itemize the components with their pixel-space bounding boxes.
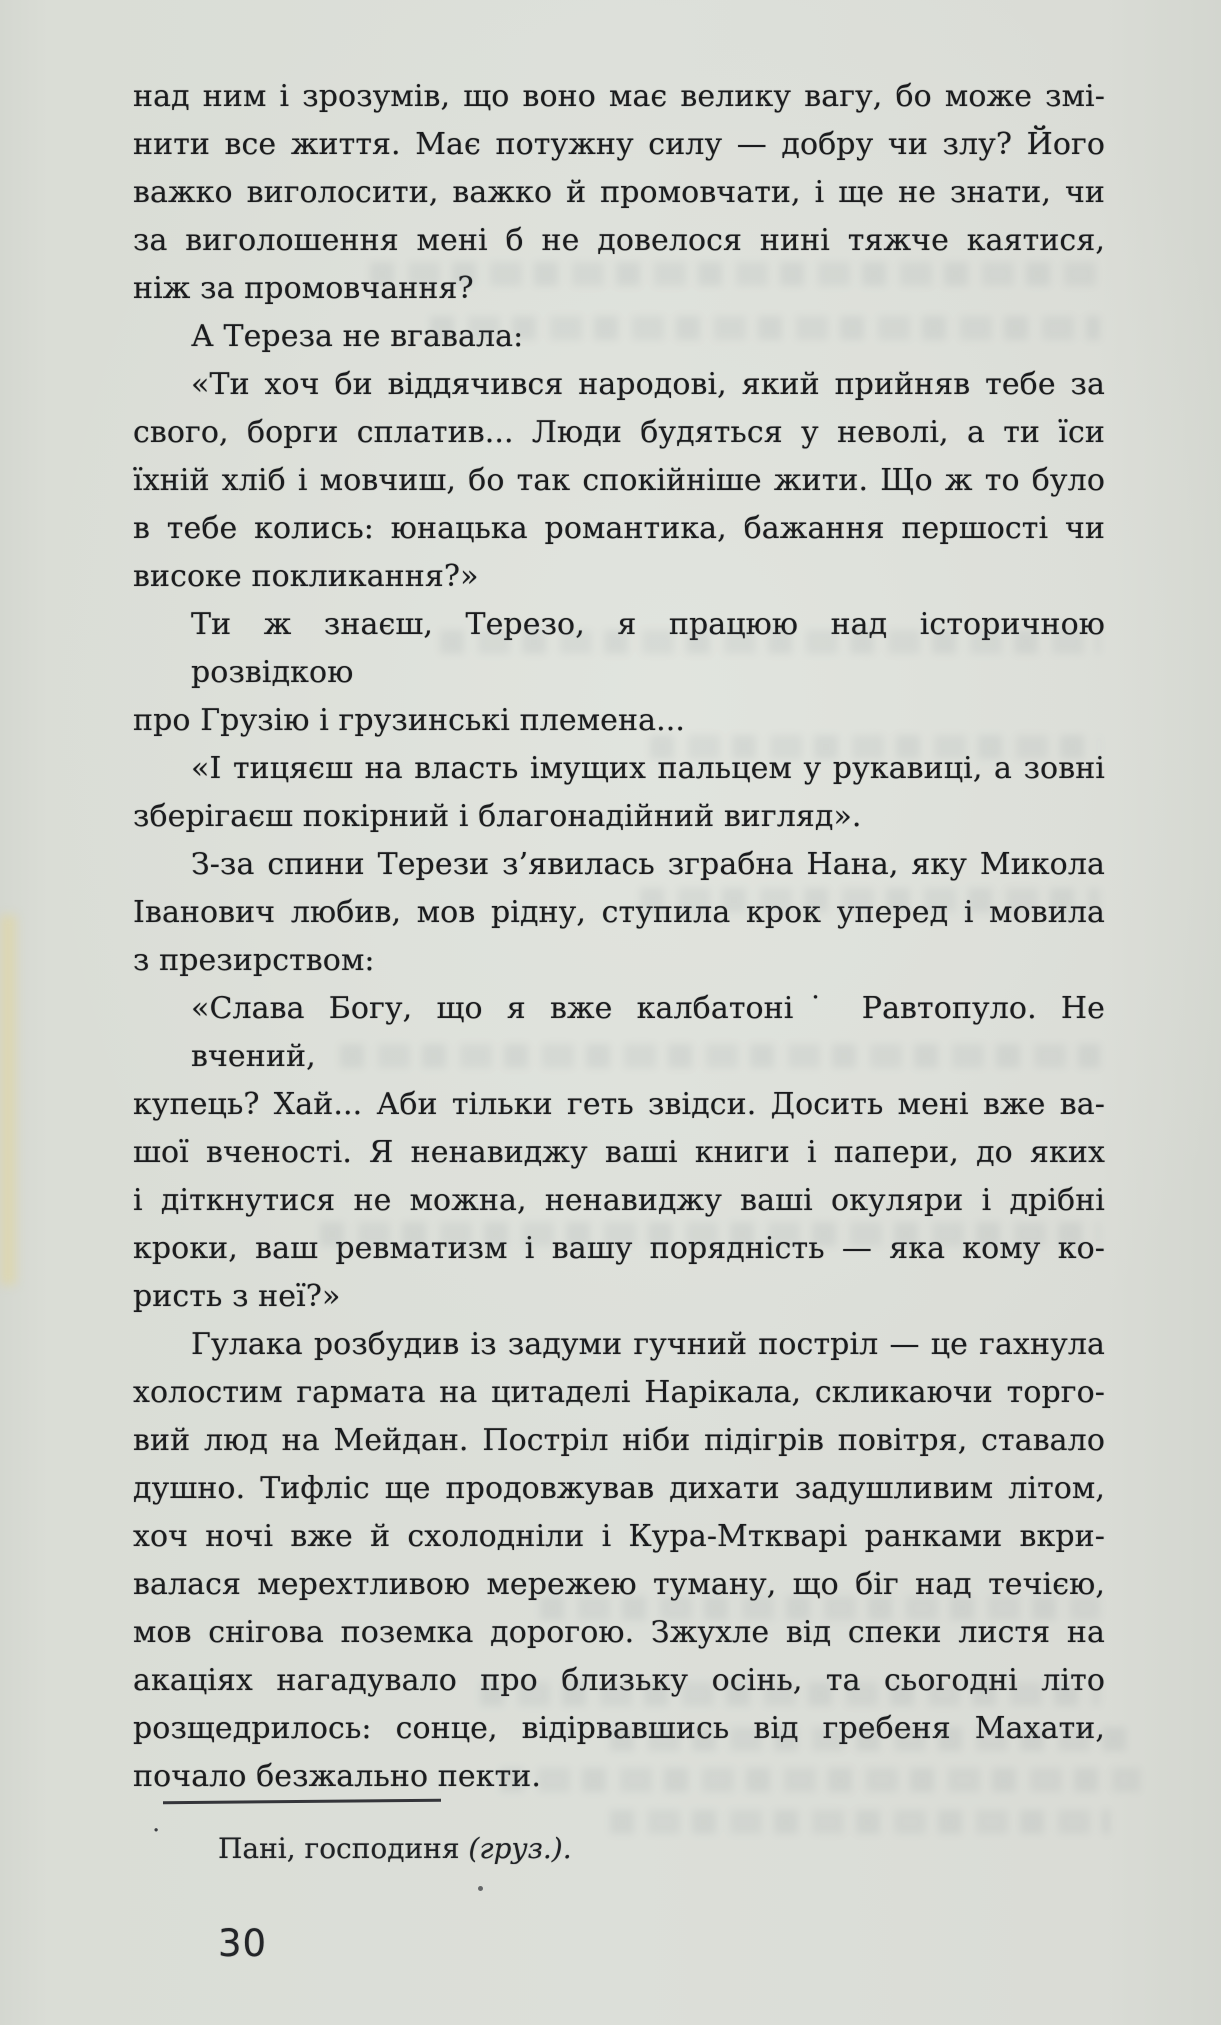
text-line: «Ти хоч би віддячився народові, який прийняв тебе за <box>191 367 1105 402</box>
text-line: «Слава Богу, що я вже калбатоні˙ Равтопуло. Не вчений, <box>191 991 1105 1074</box>
text-line: купець? Хай... Аби тільки геть звідси. Досить мені вже ва- <box>133 1087 1105 1122</box>
text-line: вий люд на Мейдан. Постріл ніби підігрів повітря, ставало <box>133 1423 1105 1458</box>
page-edge-tint <box>0 915 16 1285</box>
text-line: З-за спини Терези з’явилась зграбна Нана, яку Микола <box>191 847 1105 882</box>
text-line: А Тереза не вгавала: <box>191 319 524 354</box>
text-line: Ти ж знаєш, Терезо, я працюю над історичною розвідкою <box>191 607 1105 690</box>
text-line: їхній хліб і мовчиш, бо так спокійніше жити. Що ж то було <box>133 463 1105 498</box>
text-line: над ним і зрозумів, що воно має велику вагу, бо може змі- <box>133 79 1105 114</box>
text-line: зберігаєш покірний і благонадійний вигляд». <box>133 799 862 834</box>
text-line: розщедрилось: сонце, відірвавшись від гребеня Махати, <box>133 1711 1105 1746</box>
footnote-marker: · <box>152 1816 161 1846</box>
text-line: Іванович любив, мов рідну, ступила крок уперед і мовила <box>133 895 1105 930</box>
scan-speck <box>478 1886 483 1891</box>
footnote-lang-note: (груз.). <box>468 1832 572 1865</box>
footnote-text: Пані, господиня <box>218 1832 469 1865</box>
text-line: душно. Тифліс ще продовжував дихати задушливим літом, <box>133 1471 1105 1506</box>
text-line: нити все життя. Має потужну силу — добру чи злу? Його <box>133 127 1105 162</box>
text-line: почало безжально пекти. <box>133 1759 542 1794</box>
text-line: ристь з неї?» <box>133 1279 341 1314</box>
text-line: важко виголосити, важко й промовчати, і ще не знати, чи <box>133 175 1105 210</box>
text-line: валася мерехтливою мережею туману, що біг над течією, <box>133 1567 1105 1602</box>
page-number: 30 <box>218 1922 268 1965</box>
text-line: високе покликання?» <box>133 559 479 594</box>
text-line: з презирством: <box>133 943 375 978</box>
text-line: і діткнутися не можна, ненавиджу ваші окуляри і дрібні <box>133 1183 1105 1218</box>
text-line: про Грузію і грузинські племена... <box>133 703 685 738</box>
text-line: в тебе колись: юнацька романтика, бажання першості чи <box>133 511 1105 546</box>
text-line: ніж за промовчання? <box>133 271 474 306</box>
footnote <box>218 1832 572 1865</box>
page-body <box>133 73 1105 1801</box>
text-line: акаціях нагадувало про близьку осінь, та сьогодні літо <box>133 1663 1105 1698</box>
text-line: мов снігова поземка дорогою. Зжухле від спеки листя на <box>133 1615 1105 1650</box>
text-line: свого, борги сплатив... Люди будяться у неволі, а ти їси <box>133 415 1105 450</box>
text-line: холостим гармата на цитаделі Нарікала, скликаючи торго- <box>133 1375 1105 1410</box>
text-line: хоч ночі вже й схолодніли і Кура-Мткварі ранками вкри- <box>133 1519 1105 1554</box>
text-line: за виголошення мені б не довелося нині тяжче каятися, <box>133 223 1105 258</box>
bleed-through-ghost <box>610 1810 1110 1834</box>
text-line: шої вченості. Я ненавиджу ваші книги і папери, до яких <box>133 1135 1105 1170</box>
text-line: «І тицяєш на власть імущих пальцем у рукавиці, а зовні <box>191 751 1105 786</box>
text-line: Гулака розбудив із задуми гучний постріл — це гахнула <box>191 1327 1105 1362</box>
text-line: кроки, ваш ревматизм і вашу порядність — яка кому ко- <box>133 1231 1105 1266</box>
